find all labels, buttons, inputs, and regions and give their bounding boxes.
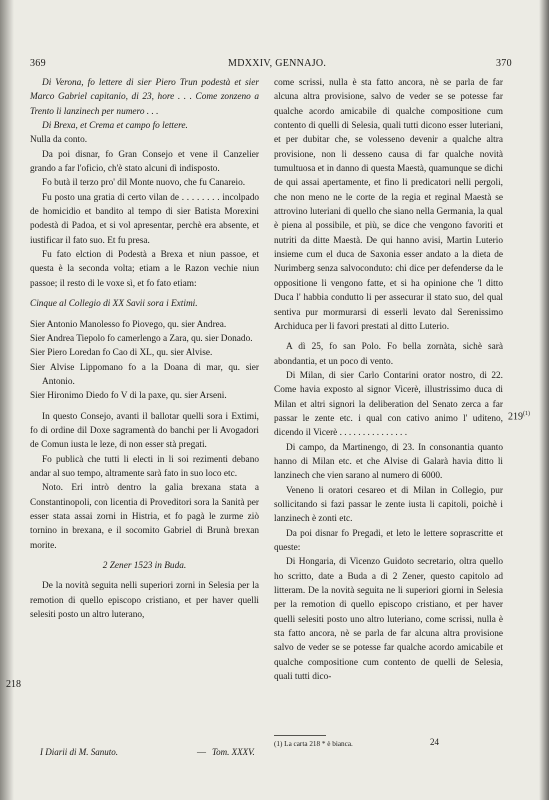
paragraph: Cinque al Collegio di XX Savii sora i Extimi. [30, 299, 198, 310]
left-text-column [30, 76, 259, 622]
paragraph: Fo butà il terzo pro' dil Monte nuovo, che fu Canareio. [42, 178, 246, 189]
paragraph: Di Brexa, et Crema et campo fo lettere. [42, 121, 188, 132]
paragraph: Fu posto una gratia di certo vilan de . . . . . . . . incolpado de homicidio et bandito al tempo di sier Batista Morexini podestà di Padoa, et si vol apresentar, perchè era absente, et iustificar il fato suo. Et fu presa. [30, 192, 259, 246]
paragraph: Di campo, da Martinengo, di 23. In consonantia quanto hanno di Milan etc. et che Alvise di Galarà havia ditto li lanzinech che vien sarano al numero di 6000. [274, 442, 503, 482]
margin-number-left: 218 [6, 679, 21, 690]
right-text-column [274, 76, 503, 684]
paragraph: Da poi disnar, fo Gran Consejo et vene il Canzelier grando a far l'oficio, ch'è stato alcuni dì indisposto. [30, 149, 259, 175]
paragraph: Sier Hironimo Diedo fo V di la paxe, qu. sier Arseni. [30, 391, 227, 402]
paragraph: Nulla da conto. [30, 135, 88, 146]
paragraph: De la novità seguita nelli superiori zorni in Selesia per la remotion di quello episcopo cristiano, et per haver quelli selesiti posto un altro luterano, [30, 581, 259, 621]
paragraph: Sier Piero Loredan fo Cao di XL, qu. sier Alvise. [30, 348, 213, 359]
paragraph: 2 Zener 1523 in Buda. [102, 561, 187, 571]
page-number-right: 370 [496, 58, 512, 69]
margin-number-right: 219$^{(1)}$ [508, 411, 530, 423]
page-number-left: 369 [30, 58, 46, 69]
paragraph: Fu fato elction di Podestà a Brexa et niun passoe, et questa è la seconda volta; etiam a le Razon vechie niun passoe; il resto di le voxe sì, et fo fato etiam: [30, 250, 259, 289]
paragraph: Di Hongaria, di Vicenzo Guidoto secretario, oltra quello ho scritto, date a Buda a dì 2 Zener, questo capitolo ad litteram. De la novità seguita ne li superiori giorni in Selesia per la remotion di quello episcopo cristiano, et per haver quelli selesiti posto uno altro luteriano, come scrissi, nulla è sta fatto ancora, nè se parla de far alcuna altra provisione salvo de veder se se potesse far qualche acordo amicabile et qualche compositione cum contento de quelli de Selesia, quali tutti dico- [274, 557, 503, 683]
footnote: (1) La carta 218 * è bianca. [274, 740, 353, 748]
paragraph: come scrissi, nulla è sta fatto ancora, nè se parla de far alcuna altra provisione, salvo de veder se se potesse far qualche acordo amicabile di qualche compositione cum contento di quelli di Selesia, quali tutti dicono esser luteriani, et per dubitar che, se volesseno devenir a qualche altra provisione, non li desseno causa di far qualche novità tumultuosa et in danno di questa Maestà, quamunque se dichi de qui assai apertamente, et fino li predicatori nelli pergoli, che non meno ne le corte de la regia et reginal Maestà se attrovino luteriani di quello che siano nella Germania, la qual è piena al possibile, et più, se dice che vengono favoriti et nutriti da ditte Maestà. De qui hanno avisi, Martin Luterio insieme cum el duca de Saxonia esser andato a la dieta de Nurimberg senza salvoconduto: chi dice per defenderse da le oppositione li vengono fatte, et si ha opinione che 'l ditto Duca l' habbia condutto li per assecurar il stato suo, del qual sentiva pur mormurarsi di esserli levato dal Serenissimo Archiduca per li favori prestati al ditto Luterio. [274, 78, 503, 332]
footer-dash: — [197, 747, 206, 757]
paragraph: Noto. Eri intrò dentro la galia brexana stata a Constantinopoli, con licentia di Proveditori sora la Sanità per esser stata assai zorni in Histria, et fo pagà le zurme ziò tornino in brexana, e il socomito Gabriel di Brunà brexan morite. [30, 483, 259, 551]
signature-mark: 24 [430, 737, 439, 747]
paragraph: Di Milan, di sier Carlo Contarini orator nostro, di 22. Come havia exposto al signor Vicerè, illustrissimo duca di Milan et altri signori la deliberation del Senato zerca a far passar le zente etc. i qual con cativo animo l' uditeno, dicendo il Vicerè . . . . . . . . . . . . . . . [274, 370, 503, 439]
footnote-rule [274, 735, 326, 736]
paragraph: A dì 25, fo san Polo. Fo bella zornàta, sichè sarà abondantia, et un poco di vento. [274, 342, 503, 367]
footer-volume: Tom. XXXV. [212, 747, 255, 757]
footer-series: I Diarii di M. Sanuto. [40, 747, 118, 757]
margin-note-marker: (1) [523, 411, 530, 417]
paragraph: Sier Andrea Tiepolo fo camerlengo a Zara, qu. sier Donado. [30, 333, 253, 344]
running-title: MDXXIV, GENNAJO. [228, 58, 327, 69]
paragraph: Veneno li oratori cesareo et di Milan in Collegio, pur sollicitando si fazi passar le zente iusta li capitoli, poichè i lanzinech è zonti etc. [274, 485, 503, 525]
paragraph: Sier Antonio Manolesso fo Piovego, qu. sier Andrea. [30, 319, 227, 330]
paragraph: Fo publicà che tutti li electi in li soi rezimenti debano andar al suo tempo, altramente sarà fato in suo loco etc. [30, 454, 259, 479]
paragraph: Sier Alvise Lippomano fo a la Doana di mar, qu. sier Antonio. [30, 362, 259, 387]
page-edge-shadow-right [539, 0, 549, 800]
paragraph: Di Verona, fo lettere di sier Piero Trun podestà et sier Marco Gabriel capitanio, di 23, hore . . . Come zonzeno a Trento li lanzinech per numero . . . [30, 78, 259, 117]
paragraph: In questo Consejo, avanti il ballotar quelli sora i Extimi, fo di ordine dil Doxe sagramentà do banchi per li Avogadori de Comun iusta le leze, di non esser stà pregati. [30, 411, 259, 451]
paragraph: Da poi disnar fo Pregadi, et leto le lettere soprascritte et queste: [274, 528, 503, 553]
